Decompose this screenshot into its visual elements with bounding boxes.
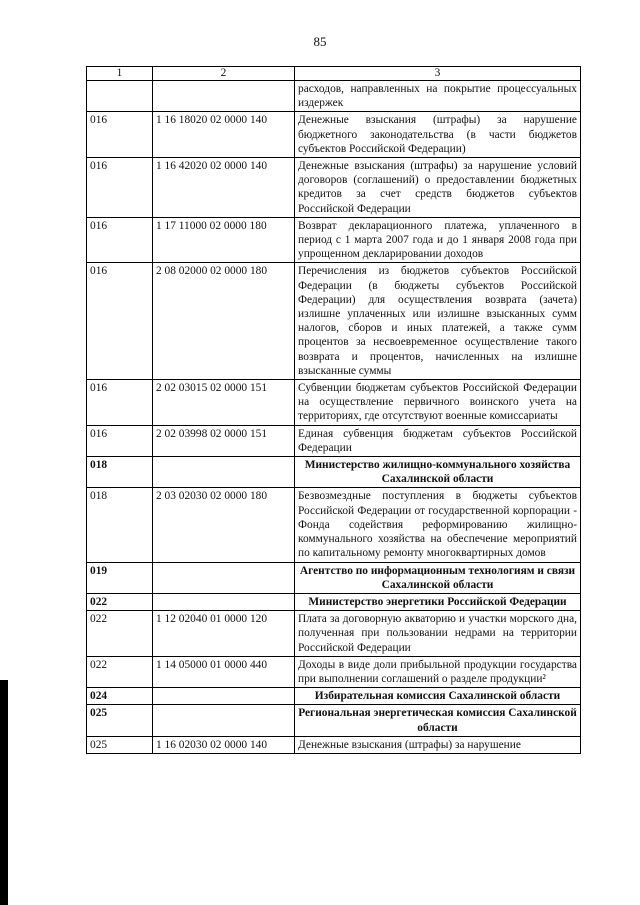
- column-header-3: 3: [295, 67, 581, 81]
- budget-code-cell: 1 16 42020 02 0000 140: [153, 158, 295, 218]
- page-number: 85: [313, 34, 327, 49]
- budget-code-cell: 2 02 03998 02 0000 151: [153, 425, 295, 456]
- budget-code-cell: [153, 457, 295, 488]
- description-cell: Доходы в виде доли прибыльной продукции государства при выполнении соглашений о разделе продукции²: [295, 656, 581, 687]
- budget-code-cell: 1 16 18020 02 0000 140: [153, 112, 295, 158]
- table-row: [87, 425, 581, 456]
- description-cell: Плата за договорную акваторию и участки морского дна, полученная при пользовании недрами на территории Российской Федерации: [295, 611, 581, 657]
- budget-code-cell: 1 14 05000 01 0000 440: [153, 656, 295, 687]
- admin-code-cell: 022: [87, 656, 153, 687]
- table-row: [87, 380, 581, 426]
- description-cell: Министерство жилищно-коммунального хозяйства Сахалинской области: [295, 457, 581, 488]
- budget-code-cell: [153, 81, 295, 112]
- table-row: [87, 611, 581, 657]
- scan-edge-bar: [0, 680, 8, 905]
- description-cell: Субвенции бюджетам субъектов Российской Федерации на осуществление первичного воинского учета на территориях, где отсутствуют военные комиссариаты: [295, 380, 581, 426]
- table-row: [87, 488, 581, 562]
- budget-code-cell: [153, 705, 295, 736]
- admin-code-cell: 024: [87, 688, 153, 705]
- table-header-row: [87, 67, 581, 81]
- admin-code-cell: 018: [87, 488, 153, 562]
- admin-code-cell: 016: [87, 380, 153, 426]
- admin-code-cell: 025: [87, 705, 153, 736]
- admin-code-cell: 018: [87, 457, 153, 488]
- admin-code-cell: 016: [87, 425, 153, 456]
- budget-code-cell: 1 17 11000 02 0000 180: [153, 217, 295, 263]
- column-header-1: 1: [87, 67, 153, 81]
- section-header-row: [87, 705, 581, 736]
- description-cell: Министерство энергетики Российской Федерации: [295, 593, 581, 610]
- admin-code-cell: 022: [87, 593, 153, 610]
- table-row: [87, 217, 581, 263]
- admin-code-cell: [87, 81, 153, 112]
- budget-code-cell: 1 16 02030 02 0000 140: [153, 736, 295, 753]
- table-row: [87, 656, 581, 687]
- budget-code-cell: 1 12 02040 01 0000 120: [153, 611, 295, 657]
- column-header-2: 2: [153, 67, 295, 81]
- description-cell: расходов, направленных на покрытие процессуальных издержек: [295, 81, 581, 112]
- section-header-row: [87, 593, 581, 610]
- description-cell: Перечисления из бюджетов субъектов Российской Федерации (в бюджеты субъектов Российской Федерации) для осуществления возврата (зачета) излишне уплаченных или излишне взысканных сумм налогов, сборов и иных платежей, а также сумм процентов за несвоевременное осуществление такого возврата и процентов, начисленных на излишне взысканные суммы: [295, 263, 581, 380]
- description-cell: Региональная энергетическая комиссия Сахалинской области: [295, 705, 581, 736]
- description-cell: Единая субвенция бюджетам субъектов Российской Федерации: [295, 425, 581, 456]
- table-row: [87, 158, 581, 218]
- description-cell: Денежные взыскания (штрафы) за нарушение бюджетного законодательства (в части бюджетов субъектов Российской Федерации): [295, 112, 581, 158]
- admin-code-cell: 016: [87, 217, 153, 263]
- section-header-row: [87, 457, 581, 488]
- budget-code-cell: [153, 593, 295, 610]
- admin-code-cell: 016: [87, 112, 153, 158]
- budget-code-cell: 2 08 02000 02 0000 180: [153, 263, 295, 380]
- budget-code-cell: [153, 688, 295, 705]
- table-row: [87, 736, 581, 753]
- description-cell: Безвозмездные поступления в бюджеты субъектов Российской Федерации от государственной корпорации - Фонда содействия реформированию жилищно-коммунального хозяйства на обеспечение мероприятий по капитальному ремонту многоквартирных домов: [295, 488, 581, 562]
- admin-code-cell: 025: [87, 736, 153, 753]
- table-row: [87, 263, 581, 380]
- budget-code-cell: 2 03 02030 02 0000 180: [153, 488, 295, 562]
- table-row: [87, 81, 581, 112]
- table-row: [87, 112, 581, 158]
- description-cell: Возврат декларационного платежа, уплаченного в период с 1 марта 2007 года и до 1 января 2008 года при упрощенном декларировании доходов: [295, 217, 581, 263]
- description-cell: Денежные взыскания (штрафы) за нарушение: [295, 736, 581, 753]
- section-header-row: [87, 688, 581, 705]
- budget-code-table: [86, 66, 581, 754]
- budget-code-cell: [153, 562, 295, 593]
- admin-code-cell: 016: [87, 158, 153, 218]
- admin-code-cell: 016: [87, 263, 153, 380]
- section-header-row: [87, 562, 581, 593]
- admin-code-cell: 019: [87, 562, 153, 593]
- description-cell: Агентство по информационным технологиям и связи Сахалинской области: [295, 562, 581, 593]
- budget-code-cell: 2 02 03015 02 0000 151: [153, 380, 295, 426]
- description-cell: Денежные взыскания (штрафы) за нарушение условий договоров (соглашений) о предоставлении бюджетных кредитов за счет средств бюджетов субъектов Российской Федерации: [295, 158, 581, 218]
- admin-code-cell: 022: [87, 611, 153, 657]
- description-cell: Избирательная комиссия Сахалинской области: [295, 688, 581, 705]
